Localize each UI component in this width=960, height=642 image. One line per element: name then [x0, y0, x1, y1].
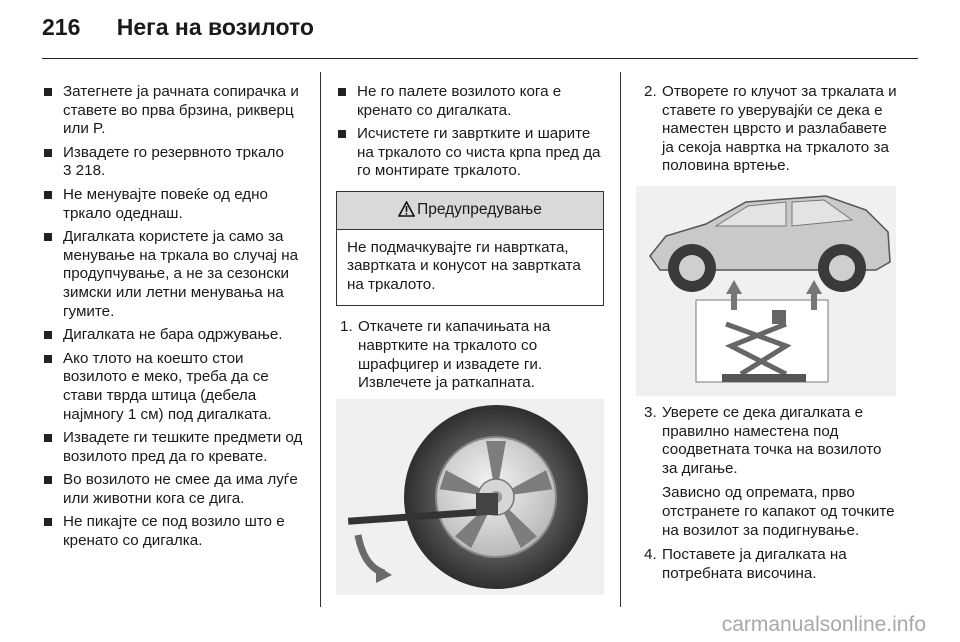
column-divider-2 [620, 72, 621, 607]
wheel-illustration [336, 399, 604, 595]
list-item: Исчистете ги завртките и шарите на тркалото со чиста крпа пред да го монтирате тркалото. [336, 125, 604, 181]
step-item: 4. Поставете ја дигалката на потребната височина. [644, 546, 847, 582]
list-item: Во возилото не смее да има луѓе или животни кога се дига. [42, 471, 304, 508]
warning-header [337, 192, 603, 230]
list-item: Ако тлото на коешто стои возилото е меко, треба да се стави тврда штица (дебела најмногу 1 см) под дигалката. [42, 350, 304, 424]
list-item: Извадете ги тешките предмети од возилото пред да го кревате. [42, 429, 304, 466]
list-item: Не го палете возилото кога е кренато со дигалката. [336, 83, 604, 120]
page-ref-link[interactable]: 3 218. [63, 162, 106, 180]
list-item: Извадете го резервното тркало 3 218. [42, 144, 304, 181]
header-rule [42, 58, 918, 59]
step-item: 3. Уверете се дека дигалката е правилно наместена под соодветната точка на возилото за дигање. Зависно од опремата, прво отстранете го капакот од точките на возилот за подигнување. [644, 403, 895, 539]
warning-text: Не подмачкувајте ги навртката, завртката и конусот на завртката на тркалото. [347, 238, 581, 293]
page-number: 216 [42, 14, 81, 40]
list-item: Дигалката користете ја само за менување на тркала во случај на продупчување, а не за сезонски зимски или летни менувања на гумите. [42, 228, 304, 321]
column-3 [636, 83, 900, 589]
column-2 [336, 83, 604, 603]
list-item: Дигалката не бара одржување. [42, 326, 304, 345]
step-item: 1. Откачете ги капачињата на навртките на тркалото со шрафцигер и извадете ги. Извлечете ја раткапната. [340, 318, 551, 392]
list-item: Не пикајте се под возило што е кренато со дигалка. [42, 513, 304, 550]
warning-title: Предупредување [417, 200, 542, 218]
watermark: carmanualsonline.info [721, 613, 926, 636]
warning-triangle-icon [398, 201, 415, 217]
list-item: Затегнете ја рачната сопирачка и ставете во прва брзина, рикверц или P. [42, 83, 304, 139]
car-jack-illustration [636, 186, 896, 396]
step-item: 2. Отворете го клучот за тркалата и ставете го уверувајќи се дека е наместен цврсто и разлабавете ја секоја навртка на тркалото за половина вртење. [644, 83, 897, 175]
column-divider-1 [320, 72, 321, 607]
arrow-icon: 3 [63, 162, 76, 180]
page-title: Нега на возилото [116, 14, 314, 40]
page-header [42, 14, 314, 41]
list-item: Не менувајте повеќе од едно тркало одеднаш. [42, 186, 304, 223]
warning-box [336, 191, 604, 306]
column-1 [42, 83, 304, 556]
